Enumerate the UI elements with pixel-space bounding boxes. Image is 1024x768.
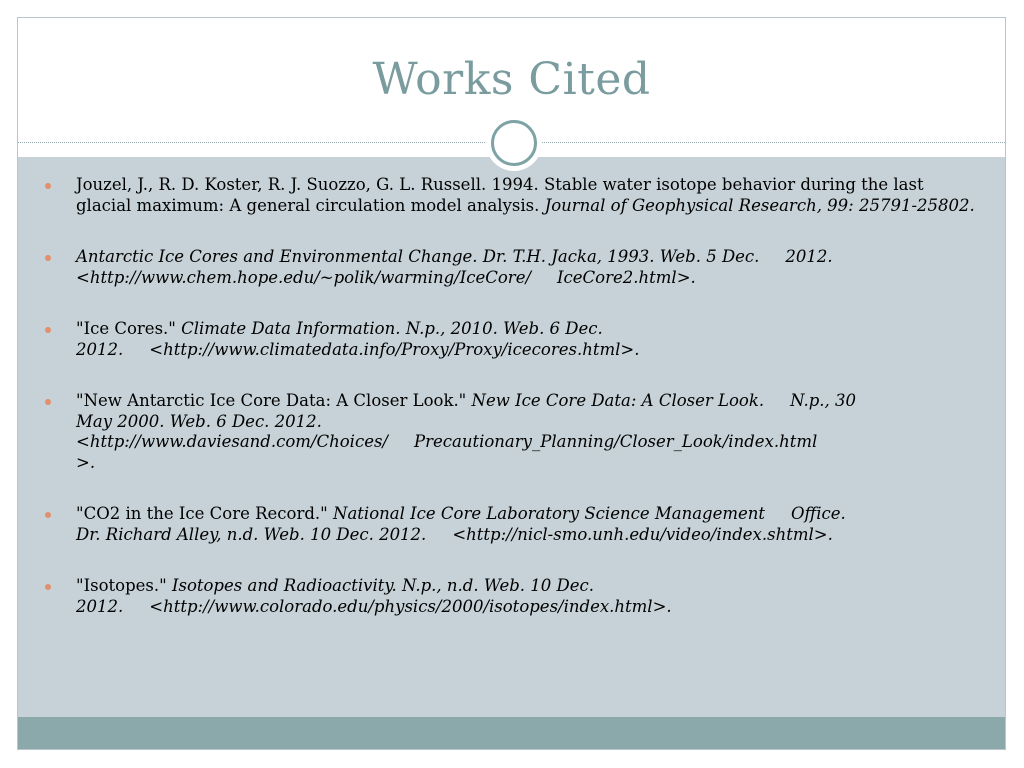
citation-title: "Isotopes." <box>76 576 172 595</box>
footer-bar <box>18 717 1005 750</box>
citation-url: <http://nicl-smo.unh.edu/video/index.shtml>. <box>452 524 833 544</box>
citation-source: Isotopes and Radioactivity. N.p., n.d. Web. 10 Dec. <box>171 576 594 595</box>
citation-item <box>18 576 1005 617</box>
title-ornament <box>486 115 542 171</box>
bullet-icon <box>45 512 51 518</box>
citation-title: "CO2 in the Ice Core Record." <box>76 504 334 523</box>
slide-title: Works Cited <box>372 54 651 105</box>
citation-url: <http://www.climatedata.info/Proxy/Proxy/icecores.html>. <box>149 339 640 359</box>
citation-text: N.p., 30 <box>790 391 857 410</box>
citation-item <box>18 247 1005 288</box>
citation-list <box>18 175 1005 648</box>
citation-text: May 2000. Web. 6 Dec. 2012. <box>76 411 322 431</box>
citation-source: New Ice Core Data: A Closer Look. <box>471 391 765 410</box>
bullet-icon <box>45 399 51 405</box>
citation-text: Jouzel, J., R. D. Koster, R. J. Suozzo, G. L. Russell. 1994. Stable water isotope behavior during the last glacial maximum: A general circulation model analysis. <box>76 175 924 215</box>
citation-url: IceCore2.html>. <box>557 267 696 287</box>
citation-item <box>18 504 1005 545</box>
ring-icon <box>491 120 537 166</box>
citation-url: >. <box>76 452 96 472</box>
bullet-icon <box>45 183 51 189</box>
citation-source: Climate Data Information. N.p., 2010. Web. 6 Dec. <box>181 319 603 338</box>
bullet-icon <box>45 584 51 590</box>
citation-title: "Ice Cores." <box>76 319 182 338</box>
bullet-icon <box>45 327 51 333</box>
citation-item <box>18 319 1005 360</box>
citation-source: National Ice Core Laboratory Science Management <box>333 504 766 523</box>
citation-url: <http://www.daviesand.com/Choices/ <box>76 432 388 451</box>
citation-journal: Journal of Geophysical Research, 99: 25791-25802. <box>544 195 975 215</box>
citation-item <box>18 391 1005 473</box>
citation-url: <http://www.colorado.edu/physics/2000/isotopes/index.html>. <box>149 596 672 616</box>
slide <box>17 17 1006 750</box>
citation-title: "New Antarctic Ice Core Data: A Closer Look." <box>76 391 472 410</box>
citation-url: Precautionary_Planning/Closer_Look/index.html <box>414 432 818 451</box>
bullet-icon <box>45 255 51 261</box>
citation-text: 2012. <box>76 339 124 359</box>
citation-text: 2012. <box>785 247 833 266</box>
citation-item <box>18 175 1005 216</box>
citation-text: Dr. Richard Alley, n.d. Web. 10 Dec. 2012. <box>76 524 427 544</box>
citation-url: <http://www.chem.hope.edu/~polik/warming/IceCore/ <box>76 267 532 287</box>
citation-text: Office. <box>791 504 846 523</box>
citation-text: 2012. <box>76 596 124 616</box>
citation-text: Antarctic Ice Cores and Environmental Change. Dr. T.H. Jacka, 1993. Web. 5 Dec. <box>76 247 760 266</box>
content-area <box>18 157 1005 717</box>
